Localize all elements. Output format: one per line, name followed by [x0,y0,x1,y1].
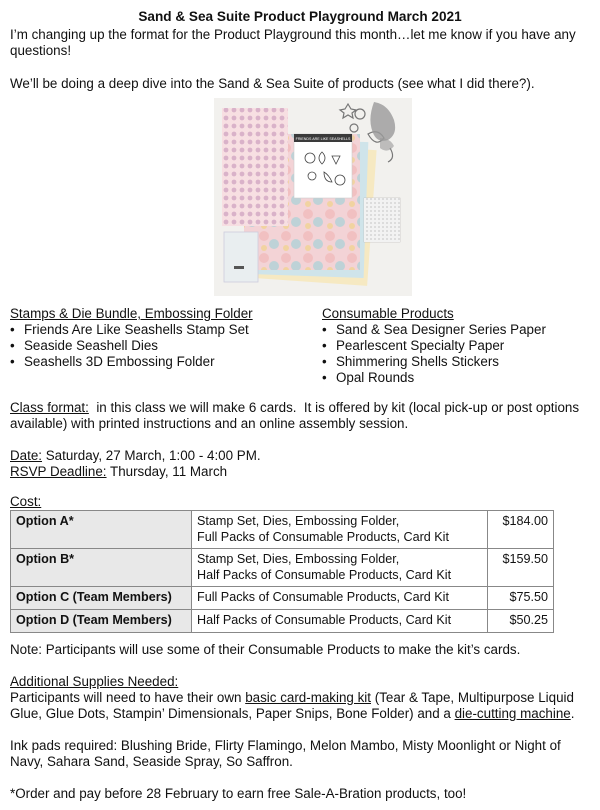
class-format-text: in this class we will make 6 cards. It is offered by kit (local pick-up or post options available) with printed instructions and an online assembly session. [10,400,583,431]
class-format-label: Class format: [10,400,89,415]
product-photo [214,98,412,296]
participants-note: Note: Participants will use some of their Consumable Products to make the kit’s cards. [10,642,521,657]
option-description: Stamp Set, Dies, Embossing Folder, Half Packs of Consumable Products, Card Kit [192,549,488,587]
option-price: $75.50 [488,587,554,610]
option-price: $184.00 [488,511,554,549]
table-row [11,587,554,610]
card-kit-link[interactable]: basic card-making kit [245,690,371,705]
list-item: • Sand & Sea Designer Series Paper [322,322,546,338]
intro-paragraph-2: We’ll be doing a deep dive into the Sand & Sea Suite of products (see what I did there?). [10,76,535,91]
list-item: • Friends Are Like Seashells Stamp Set [10,322,253,338]
list-item: • Pearlescent Specialty Paper [322,338,546,354]
additional-text: Participants will need to have their own basic card-making kit (Tear & Tape, Multipurpose Liquid Glue, Glue Dots, Stampin’ Dimensionals, Paper Snips, Bone Folder) and a die-cutting machine. [10,690,575,721]
rsvp-deadline [10,464,592,480]
option-name: Option A* [11,511,192,549]
table-row [11,610,554,633]
date-label: Date: [10,448,43,463]
cost-label: Cost: [10,494,42,509]
consumables-heading: Consumable Products [322,306,454,321]
list-item: • Seashells 3D Embossing Folder [10,354,253,370]
date-text: Saturday, 27 March, 1:00 - 4:00 PM. [42,448,261,463]
option-name: Option D (Team Members) [11,610,192,633]
consumables-column [322,306,546,386]
option-name: Option C (Team Members) [11,587,192,610]
class-format [10,400,592,432]
class-date [10,448,592,464]
table-row [11,511,554,549]
list-item: • Opal Rounds [322,370,546,386]
rsvp-label: RSVP Deadline: [10,464,107,479]
table-row [11,549,554,587]
option-price: $50.25 [488,610,554,633]
option-description: Stamp Set, Dies, Embossing Folder, Full Packs of Consumable Products, Card Kit [192,511,488,549]
list-item: • Shimmering Shells Stickers [322,354,546,370]
list-item: • Seaside Seashell Dies [10,338,253,354]
product-suite-illustration [214,98,412,296]
cost-table [10,510,554,633]
die-cutting-link[interactable]: die-cutting machine [454,706,571,721]
stamps-column [10,306,253,370]
page-title: Sand & Sea Suite Product Playground March 2021 [138,9,462,24]
option-description: Half Packs of Consumable Products, Card Kit [192,610,488,633]
stamp-box-label: FRIENDS ARE LIKE SEASHELLS [295,137,351,141]
option-price: $159.50 [488,549,554,587]
rsvp-text: Thursday, 11 March [106,464,228,479]
option-description: Full Packs of Consumable Products, Card Kit [192,587,488,610]
intro-paragraph: I’m changing up the format for the Product Playground this month…let me know if you have any questions! [10,27,576,58]
additional-heading: Additional Supplies Needed: [10,674,179,689]
footer-note: *Order and pay before 28 February to earn free Sale-A-Bration products, too! [10,786,467,801]
option-name: Option B* [11,549,192,587]
ink-pads: Ink pads required: Blushing Bride, Flirty Flamingo, Melon Mambo, Misty Moonlight or Night of Navy, Sahara Sand, Seaside Spray, So Saffron. [10,738,561,769]
stamps-heading: Stamps & Die Bundle, Embossing Folder [10,306,253,321]
